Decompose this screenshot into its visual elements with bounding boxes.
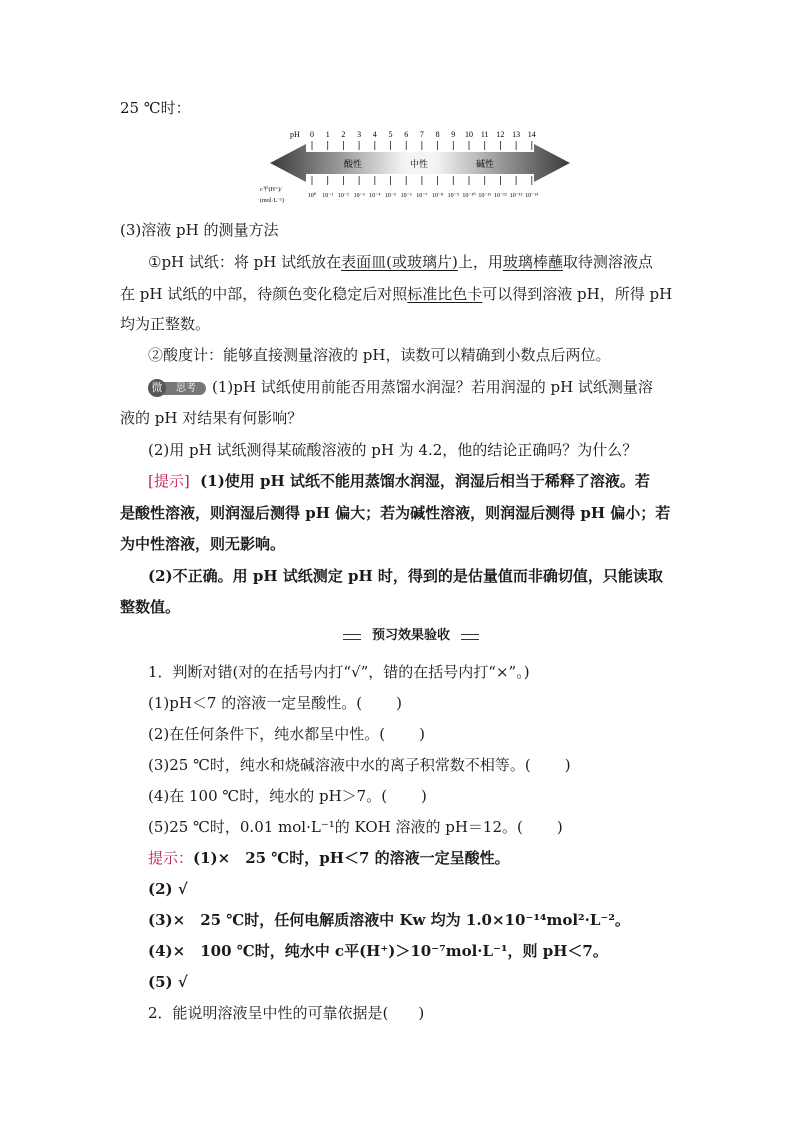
ph-paper-line3: 均为正整数。 xyxy=(120,315,211,333)
hint-answer-1-line3: 为中性溶液，则无影响。 xyxy=(120,535,286,553)
concentration-tick-group xyxy=(308,176,539,199)
concentration-tick-label: 10⁰ xyxy=(307,193,317,199)
concentration-tick-label: 10⁻⁸ xyxy=(431,193,444,199)
ph-paper-text-c: 取待测溶液点 xyxy=(562,253,653,271)
exercise-answer-5: (5) √ xyxy=(148,973,188,991)
ph-tick-label: 2 xyxy=(341,130,346,139)
ph-paper-text-e: 可以得到溶液 pH，所得 pH xyxy=(482,285,673,303)
close-paren: ) xyxy=(564,756,571,774)
ph-meter-line: ②酸度计：能够直接测量溶液的 pH，读数可以精确到小数点后两位。 xyxy=(148,346,611,364)
method-heading: (3)溶液 pH 的测量方法 xyxy=(120,221,279,239)
exercise-item-5-text: (5)25 ℃时，0.01 mol·L⁻¹的 KOH 溶液的 pH＝12。( xyxy=(148,818,523,836)
ph-tick-label: 9 xyxy=(451,130,456,139)
ph-tick-label: 1 xyxy=(325,130,330,139)
think-badge-icon: 微 xyxy=(148,379,166,397)
think-badge-label: 思考 xyxy=(160,382,206,395)
ph-tick-label: 13 xyxy=(512,130,521,139)
hint-a1-text: (1)使用 pH 试纸不能用蒸馏水润湿，润湿后相当于稀释了溶液。若 xyxy=(200,472,650,490)
concentration-tick-label: 10⁻¹ xyxy=(322,193,334,199)
ph-paper-text-b: 上，用 xyxy=(457,253,503,271)
concentration-tick-label: 10⁻⁹ xyxy=(447,193,459,199)
concentration-tick-label: 10⁻² xyxy=(337,193,349,199)
concentration-tick-label: 10⁻⁷ xyxy=(416,193,428,199)
acid-region-label: 酸性 xyxy=(344,159,363,169)
concentration-tick-label: 10⁻¹² xyxy=(494,193,507,199)
concentration-tick-label: 10⁻⁴ xyxy=(369,193,381,199)
ph-tick-group xyxy=(310,130,536,150)
ph-paper-line2 xyxy=(120,284,680,304)
exercise-item-5 xyxy=(148,817,680,837)
ph-tick-label: 7 xyxy=(419,130,424,139)
exercise-item-1 xyxy=(148,693,680,713)
concentration-label-line1: c平(H⁺)/ xyxy=(260,187,282,193)
section-header xyxy=(343,627,479,645)
ph-paper-line1 xyxy=(148,252,680,272)
exercise-item-4 xyxy=(148,786,680,806)
ph-tick-label: 4 xyxy=(372,130,377,139)
ph-paper-underline-rod: 玻璃棒蘸 xyxy=(502,253,563,271)
hint-answer-2-line2: 整数值。 xyxy=(120,598,181,616)
concentration-label-line2: (mol·L⁻¹) xyxy=(260,198,284,204)
exercise-answer-4: (4)× 100 ℃时，纯水中 c平(H⁺)＞10⁻⁷mol·L⁻¹，则 pH＜7。 xyxy=(148,942,608,960)
ph-tick-label: 11 xyxy=(480,130,489,139)
exercise-item-2-text: (2)在任何条件下，纯水都呈中性。( xyxy=(148,725,386,743)
ph-scale-diagram xyxy=(260,128,570,208)
exercise-2-title: 2．能说明溶液呈中性的可靠依据是( ) xyxy=(148,1004,425,1022)
concentration-tick-label: 10⁻¹³ xyxy=(509,193,523,199)
exercise-item-3-text: (3)25 ℃时，纯水和烧碱溶液中水的离子积常数不相等。( xyxy=(148,756,531,774)
base-region-label: 碱性 xyxy=(476,159,495,169)
hint-tag: [提示] xyxy=(148,472,190,490)
exercise-item-1-text: (1)pH＜7 的溶液一定呈酸性。( xyxy=(148,694,363,712)
close-paren: ) xyxy=(396,694,402,712)
concentration-tick-label: 10⁻³ xyxy=(353,193,365,199)
hint-answer-1-line2: 是酸性溶液，则润湿后测得 pH 偏大；若为碱性溶液，则润湿后测得 pH 偏小；若 xyxy=(120,504,671,522)
exercise-hint-1 xyxy=(148,848,680,868)
exercise-hint-tag: 提示： xyxy=(148,849,194,867)
exercise-answer-3: (3)× 25 ℃时，任何电解质溶液中 Kw 均为 1.0×10⁻¹⁴mol²·L⁻²。 xyxy=(148,911,630,929)
close-paren: ) xyxy=(556,818,563,836)
ph-tick-label: 10 xyxy=(465,130,473,139)
neutral-region-label: 中性 xyxy=(410,159,429,169)
ph-tick-label: 14 xyxy=(527,130,536,139)
ph-paper-underline-chart: 标准比色卡 xyxy=(407,285,483,303)
section-title: 预习效果验收 xyxy=(361,627,461,645)
exercise-item-3 xyxy=(148,755,680,775)
think-badge xyxy=(148,380,206,396)
ph-tick-label: 5 xyxy=(388,130,393,139)
exercise-item-2 xyxy=(148,724,680,744)
ph-axis-label: pH xyxy=(290,130,300,139)
ph-paper-text-d: 在 pH 试纸的中部，待颜色变化稳定后对照 xyxy=(120,285,408,303)
exercise-answer-1: (1)× 25 ℃时，pH＜7 的溶液一定呈酸性。 xyxy=(193,849,510,867)
exercise-answer-2: (2) √ xyxy=(148,880,188,898)
ph-tick-label: 0 xyxy=(310,130,314,139)
hint-answer-1-line1 xyxy=(148,471,680,491)
think-question-1-line1 xyxy=(148,377,680,397)
concentration-tick-label: 10⁻¹⁴ xyxy=(525,193,539,199)
think-question-1-line2: 液的 pH 对结果有何影响？ xyxy=(120,409,303,427)
concentration-tick-label: 10⁻⁵ xyxy=(384,193,397,199)
ph-tick-label: 8 xyxy=(435,130,440,139)
think-question-2: (2)用 pH 试纸测得某硫酸溶液的 pH 为 4.2，他的结论正确吗？为什么？ xyxy=(148,441,638,459)
ph-paper-underline-dish: 表面皿(或玻璃片) xyxy=(341,253,458,271)
ph-tick-label: 12 xyxy=(496,130,505,139)
close-paren: ) xyxy=(421,787,427,805)
exercise-1-title: 1．判断对错(对的在括号内打“√”，错的在括号内打“×”。) xyxy=(148,663,530,681)
concentration-tick-label: 10⁻¹⁰ xyxy=(462,193,476,199)
think-q1-text: (1)pH 试纸使用前能否用蒸馏水润湿？若用润湿的 pH 试纸测量溶 xyxy=(212,378,653,396)
temperature-label: 25 ℃时： xyxy=(120,99,191,117)
concentration-tick-label: 10⁻¹¹ xyxy=(478,193,492,199)
ph-tick-label: 3 xyxy=(357,130,362,139)
ph-paper-text-a: ①pH 试纸：将 pH 试纸放在 xyxy=(148,253,342,271)
exercise-item-4-text: (4)在 100 ℃时，纯水的 pH＞7。( xyxy=(148,787,388,805)
hint-answer-2-line1: (2)不正确。用 pH 试纸测定 pH 时，得到的是估量值而非确切值，只能读取 xyxy=(148,567,663,585)
ph-tick-label: 6 xyxy=(404,130,409,139)
concentration-tick-label: 10⁻⁶ xyxy=(400,193,412,199)
close-paren: ) xyxy=(419,725,425,743)
